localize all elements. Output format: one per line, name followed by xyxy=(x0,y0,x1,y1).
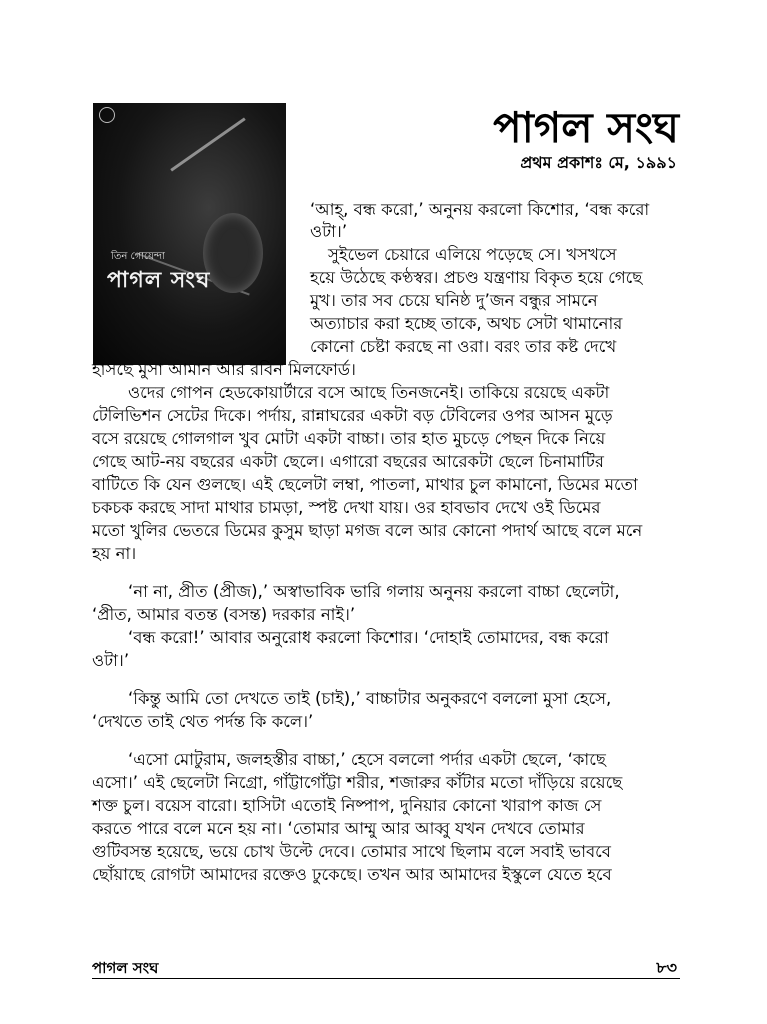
text-line: চকচক করছে সাদা মাথার চামড়া, স্পষ্ট দেখা যায়। ওর হাবভাব দেখে ওই ডিমের xyxy=(92,498,601,517)
text-line: করতে পারে বলে মনে হয় না। ‘তোমার আম্মু আর আব্বু যখন দেখবে তোমার xyxy=(92,819,585,838)
publication-info: প্রথম প্রকাশঃ মে, ১৯৯১ xyxy=(520,153,677,172)
text-line: হয়ে উঠেছে কণ্ঠস্বর। প্রচণ্ড যন্ত্রণায় বিকৃত হয়ে গেছে xyxy=(310,268,643,287)
text-line: কোনো চেষ্টা করছে না ওরা। বরং তার কষ্ট দেখে xyxy=(310,337,617,356)
cover-author: তিন গোয়েন্দা xyxy=(111,251,165,262)
text-line: বাটিতে কি যেন গুলছে। এই ছেলেটা লম্বা, পাতলা, মাথার চুল কামানো, ডিমের মতো xyxy=(92,475,638,494)
cover-title: পাগল সংঘ xyxy=(107,268,211,293)
text-line: ‘কিন্তু আমি তো দেখতে তাই (চাই),’ বাচ্চাটার অনুকরণে বললো মুসা হেসে, xyxy=(128,689,612,708)
text-line: ওদের গোপন হেডকোয়ার্টারে বসে আছে তিনজনেই। তাকিয়ে রয়েছে একটা xyxy=(128,383,610,402)
text-line: টেলিভিশন সেটের দিকে। পর্দায়, রান্নাঘরের একটা বড় টেবিলের ওপর আসন মুড়ে xyxy=(92,406,613,425)
cover-badge-icon xyxy=(99,107,115,123)
book-cover-image xyxy=(93,103,286,365)
text-line: এসো।’ এই ছেলেটা নিগ্রো, গাঁট্টাগোঁট্টা শরীর, শজারুর কাঁটার মতো দাঁড়িয়ে রয়েছে xyxy=(92,773,623,792)
text-line: হাসছে মুসা আমান আর রবিন মিলফোর্ড। xyxy=(92,360,356,379)
text-line: ছোঁয়াছে রোগটা আমাদের রক্তেও ঢুকেছে। তখন আর আমাদের ইস্কুলে যেতে হবে xyxy=(92,865,612,884)
text-line: হয় না। xyxy=(92,544,137,563)
footer-divider xyxy=(92,978,680,979)
text-line: মতো খুলির ভেতরে ডিমের কুসুম ছাড়া মগজ বলে আর কোনো পদার্থ আছে বলে মনে xyxy=(92,521,643,540)
text-line: ‘প্রীত, আমার বতন্ত (বসন্ত) দরকার নাই।’ xyxy=(92,605,356,624)
running-title: পাগল সংঘ xyxy=(92,959,159,977)
text-line: ‘এসো মোটুরাম, জলহস্তীর বাচ্চা,’ হেসে বললো পর্দার একটা ছেলে, ‘কাছে xyxy=(128,750,606,769)
text-line: ‘বন্ধ করো!’ আবার অনুরোধ করলো কিশোর। ‘দোহাই তোমাদের, বন্ধ করো xyxy=(128,628,609,647)
text-line: ‘আহ্, বন্ধ করো,’ অনুনয় করলো কিশোর, ‘বন্ধ করো xyxy=(310,200,650,219)
text-line: সুইভেল চেয়ারে এলিয়ে পড়েছে সে। খসখসে xyxy=(328,245,617,264)
text-line: ‘দেখতে তাই থেত পর্দন্ত কি কলে।’ xyxy=(92,712,314,731)
text-line: মুখ। তার সব চেয়ে ঘনিষ্ঠ দু’জন বন্ধুর সামনে xyxy=(310,291,598,310)
text-line: গুটিবসন্ত হয়েছে, ভয়ে চোখ উল্টে দেবে। তোমার সাথে ছিলাম বলে সবাই ভাববে xyxy=(92,842,611,861)
text-line: গেছে আট-নয় বছরের একটা ছেলে। এগারো বছরের আরেকটা ছেলে চিনামাটির xyxy=(92,452,604,471)
text-line: ওটা।’ xyxy=(310,222,348,241)
text-line: শক্ত চুল। বয়েস বারো। হাসিটা এতোই নিষ্পাপ, দুনিয়ার কোনো খারাপ কাজ সে xyxy=(92,796,602,815)
text-line: অত্যাচার করা হচ্ছে তাকে, অথচ সেটা থামানোর xyxy=(310,314,623,333)
text-line: বসে রয়েছে গোলগাল খুব মোটা একটা বাচ্চা। তার হাত মুচড়ে পেছন দিকে নিয়ে xyxy=(92,429,606,448)
text-line: ‘না না, প্রীত (প্রীজ),’ অস্বাভাবিক ভারি গলায় অনুনয় করলো বাচ্চা ছেলেটা, xyxy=(128,582,620,601)
chapter-title: পাগল সংঘ xyxy=(493,103,679,152)
text-line: ওটা।’ xyxy=(92,651,130,670)
page-number: ৮৩ xyxy=(656,958,677,977)
